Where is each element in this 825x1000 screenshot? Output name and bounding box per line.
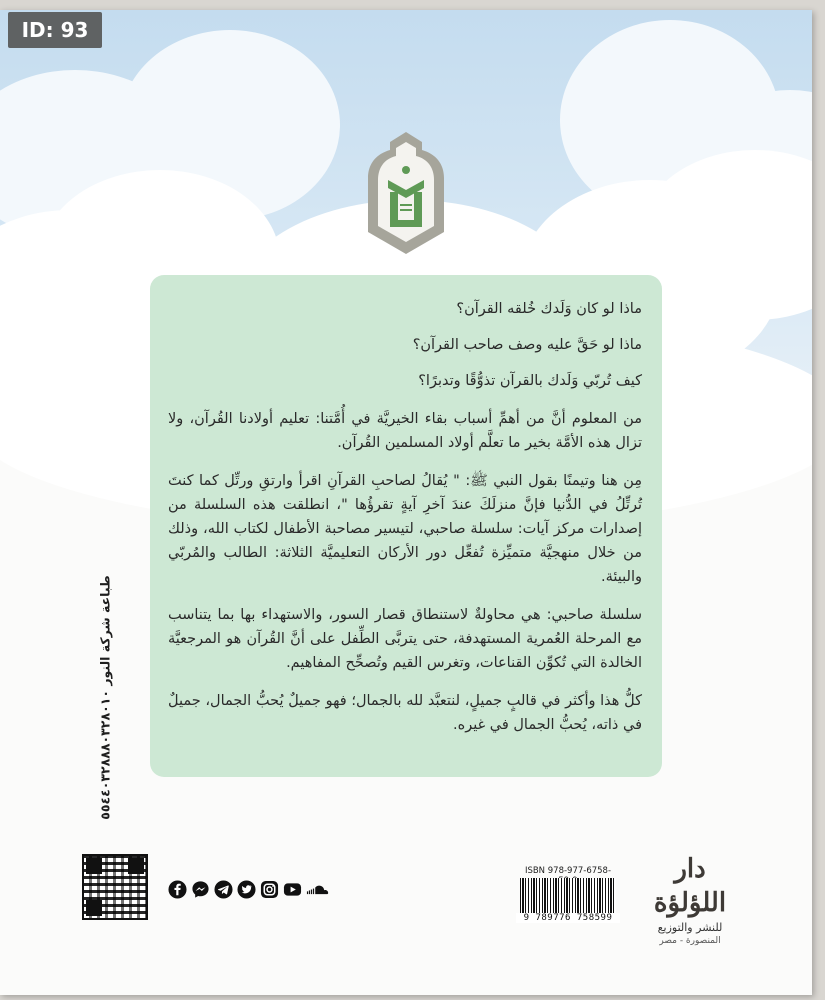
publisher-name: دار اللؤلؤة	[653, 854, 727, 918]
isbn-label: ISBN 978-977-6758-	[524, 866, 612, 876]
telegram-icon	[214, 880, 233, 899]
question-2: ماذا لو حَقَّ عليه وصف صاحب القرآن؟	[412, 337, 642, 353]
barcode-number: 9 789776 758599	[516, 913, 620, 923]
facebook-icon	[168, 880, 187, 899]
twitter-icon	[237, 880, 256, 899]
printer-credit	[92, 574, 118, 820]
paragraph-importance: من المعلوم أنَّ من أهمِّ أسباب بقاء الخيريَّة في أُمَّتنا: تعليم أولادنا القُرآن، ولا تزال هذه الأمَّة بخير ما تعلَّم أولاد المسلمين القُرآن.	[168, 411, 642, 451]
publisher-location: المنصورة - مصر	[659, 936, 721, 946]
social-icons	[168, 879, 330, 899]
youtube-icon	[283, 880, 302, 899]
publisher-subtitle: للنشر والتوزيع	[657, 921, 723, 934]
paragraph-closing: كلُّ هذا وأكثر في قالبٍ جميلٍ، لنتعبَّد لله بالجمال؛ فهو جميلٌ يُحبُّ الجمال، جميلٌ في ذاته، يُحبُّ الجمال في غيره.	[168, 693, 642, 733]
publisher-logo	[638, 852, 742, 946]
image-id-badge: ID: 93	[8, 12, 102, 48]
book-back-cover	[0, 10, 812, 995]
paragraph-series-origin: مِن هنا وتيمنًا بقول النبي ﷺ: " يُقالُ لصاحبِ القرآنِ اقرأ وارتقِ ورتِّل كما كنتَ تُرتِّلُ في الدُّنيا فإنَّ منزلَكَ عندَ آخرِ آيةٍ تقرؤُها "، انطلقت هذه السلسلة من إصدارات مركز آيات: سلسلة صاحبي، لتيسير مصاحبة الأطفال لكتاب الله، وذلك من خلال منهجيَّة متميِّزة تُفعِّل دور الأركان التعليميَّة الثلاثة: الطالب والمُربّي والبيئة.	[168, 473, 642, 585]
soundcloud-icon	[306, 880, 330, 899]
instagram-icon	[260, 880, 279, 899]
printer-credit-text: طباعة شركة النور ٥٥٤٤٠٣٢٨٨٨٠٣٢٨٠١٠	[97, 574, 113, 820]
paragraph-series-goal: سلسلة صاحبي: هي محاولةٌ لاستنطاق قصار السور، والاستهداء بها بما يتناسب مع المرحلة العُمرية المستهدفة، حتى يتربَّى الطِّفل على أنَّ القُرآن هو المرجعيَّة الخالدة التي تُكوِّن القناعات، وتغرس القيم وتُصحِّح المفاهيم.	[168, 607, 642, 671]
messenger-icon	[191, 880, 210, 899]
question-3: كيف تُربّي وَلَدك بالقرآن تذوُّقًا وتدبرًا؟	[418, 373, 642, 389]
description-panel	[150, 275, 662, 777]
question-1: ماذا لو كان وَلَدك خُلقه القرآن؟	[456, 301, 642, 317]
ayat-center-logo	[362, 128, 450, 258]
qr-code	[84, 856, 146, 918]
